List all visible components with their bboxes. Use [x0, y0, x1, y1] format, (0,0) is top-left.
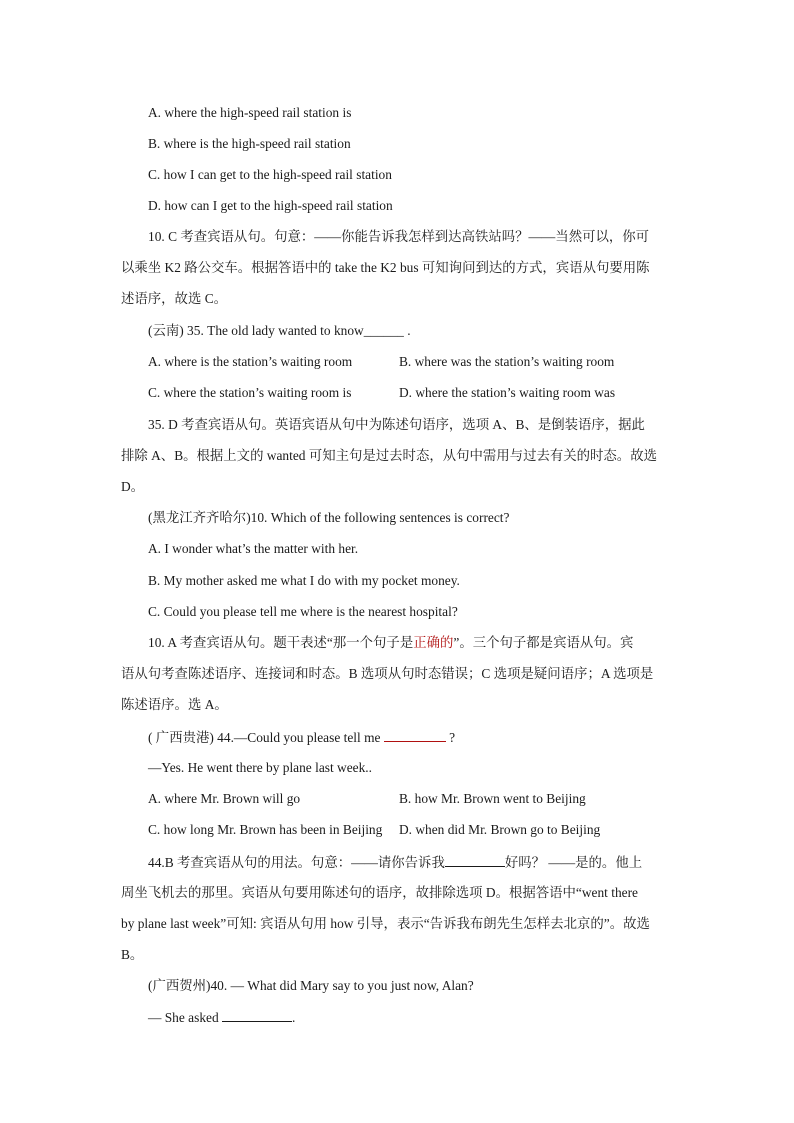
- q4-answer-line-1: [148, 853, 642, 872]
- q2-answer-line-1: 35. D 考查宾语从句。英语宾语从句中为陈述句语序，选项 A、B、是倒装语序，据此: [148, 417, 645, 432]
- q4-reply: —Yes. He went there by plane last week..: [148, 760, 372, 775]
- q1-option-b: B. where is the high-speed rail station: [148, 136, 351, 151]
- q3-answer-highlight: 正确的: [413, 635, 454, 650]
- q4-answer-translation-blank: [445, 853, 505, 867]
- q3-answer-line-2: 语从句考查陈述语序、连接词和时态。B 选项从句时态错误；C 选项是疑问语序；A 选项是: [121, 666, 654, 681]
- q2-option-a: A. where is the station’s waiting room: [148, 354, 353, 369]
- q5-reply: [148, 1008, 295, 1027]
- q3-answer-text-end: ”。三个句子都是宾语从句。宾: [453, 635, 634, 650]
- q2-answer-line-2: 排除 A、B。根据上文的 wanted 可知主句是过去时态，从句中需用与过去有关的时态。故选: [121, 448, 657, 463]
- q3-answer-line-1: [148, 634, 633, 652]
- q3-answer-text: 10. A 考查宾语从句。题干表述“那一个句子是: [148, 635, 414, 650]
- q1-answer-line-3: 述语序，故选 C。: [121, 291, 228, 306]
- q1-option-a: A. where the high-speed rail station is: [148, 105, 352, 120]
- q1-option-d: D. how can I get to the high-speed rail station: [148, 198, 393, 213]
- q4-stem-text: ( 广西贵港) 44.—Could you please tell me: [148, 730, 384, 745]
- q3-option-a: A. I wonder what’s the matter with her.: [148, 541, 359, 556]
- q4-stem-end: ?: [445, 730, 456, 745]
- q2-option-d: D. where the station’s waiting room was: [399, 385, 616, 400]
- q1-answer-line-2: 以乘坐 K2 路公交车。根据答语中的 take the K2 bus 可知询问到达的方式，宾语从句要用陈: [121, 260, 650, 275]
- q4-option-b: B. how Mr. Brown went to Beijing: [399, 791, 586, 806]
- q4-answer-text-end: 好吗？ ——是的。他上: [504, 855, 643, 870]
- q2-option-b: B. where was the station’s waiting room: [399, 354, 615, 369]
- q5-reply-text: — She asked: [148, 1010, 223, 1025]
- q3-option-c: C. Could you please tell me where is the nearest hospital?: [148, 604, 458, 619]
- q3-option-b: B. My mother asked me what I do with my pocket money.: [148, 573, 460, 588]
- q2-option-c: C. where the station’s waiting room is: [148, 385, 352, 400]
- q1-answer-line-1: 10. C 考查宾语从句。句意：——你能告诉我怎样到达高铁站吗？——当然可以，你可: [148, 229, 650, 244]
- q1-option-c: C. how I can get to the high-speed rail station: [148, 167, 392, 182]
- q4-stem: [148, 728, 455, 747]
- q4-option-c: C. how long Mr. Brown has been in Beijing: [148, 822, 383, 837]
- q3-answer-line-3: 陈述语序。选 A。: [121, 697, 228, 712]
- q4-answer-line-4: B。: [121, 947, 144, 962]
- q4-answer-line-3: by plane last week”可知: 宾语从句用 how 引导，表示“告诉我布朗先生怎样去北京的”。故选: [121, 916, 650, 931]
- q5-reply-end: .: [292, 1010, 296, 1025]
- q4-answer-text: 44.B 考查宾语从句的用法。句意：——请你告诉我: [148, 855, 445, 870]
- q4-option-d: D. when did Mr. Brown go to Beijing: [399, 822, 601, 837]
- q4-answer-line-2: 周坐飞机去的那里。宾语从句要用陈述句的语序，故排除选项 D。根据答语中“went there: [121, 885, 638, 900]
- q2-answer-line-3: D。: [121, 479, 145, 494]
- q5-stem: (广西贺州)40. — What did Mary say to you just now, Alan?: [148, 978, 474, 993]
- q4-answer-blank: [384, 728, 446, 742]
- q2-stem: (云南) 35. The old lady wanted to know______ .: [148, 323, 411, 338]
- q5-answer-blank: [222, 1008, 292, 1022]
- q4-option-a: A. where Mr. Brown will go: [148, 791, 301, 806]
- q3-stem: (黑龙江齐齐哈尔)10. Which of the following sentences is correct?: [148, 510, 510, 525]
